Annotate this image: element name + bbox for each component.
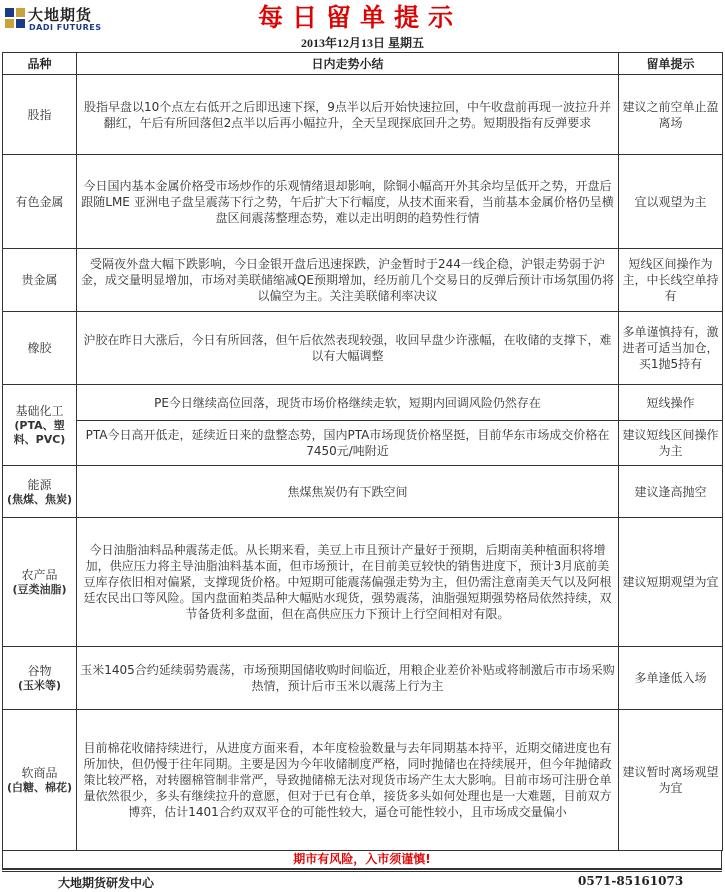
category-name: 能源 [27,477,52,492]
category-subtitle: (白糖、棉花) [6,781,73,794]
summary-cell: 沪胶在昨日大涨后，今日有所回落，但午后依然表现较强，收回早盘少许涨幅，在收储的支撑下，难以有大幅调整 [77,312,619,385]
table-row [3,466,723,518]
category-name: 股指 [27,107,52,122]
tip-cell: 宜以观望为主 [619,155,723,249]
tip-cell: 多单谨慎持有，激进者可适当加仓，买1抛5持有 [619,312,723,385]
table-row [3,710,723,851]
table-row [3,385,723,421]
category-name: 谷物 [27,664,52,678]
table-header-row [3,53,723,75]
tip-cell: 建议短期观望为宜 [619,518,723,647]
table-row [3,155,723,249]
logo-text-cn: 大地期货 [28,6,93,24]
category-cell [3,312,77,385]
category-name: 软商品 [21,766,58,780]
category-cell [3,155,77,249]
summary-cell: 焦煤焦炭仍有下跌空间 [77,466,619,518]
summary-cell: 受隔夜外盘大幅下跌影响，今日金银开盘后迅速探跌，沪金暂时于244一线企稳，沪银走势弱于沪金，成交量明显增加，市场对美联储缩减QE预期增加，经历前几个交易日的反弹后预计市场氛围仍将以偏空为主。关注美联储利率决议 [77,249,619,312]
category-subtitle: (PTA、塑料、PVC) [13,419,66,446]
table-row [3,249,723,312]
category-cell [3,385,77,466]
category-cell [3,647,77,710]
header-tip: 留单提示 [619,53,723,75]
header-category: 品种 [3,53,77,75]
category-name: 贵金属 [21,273,58,287]
table-row [3,421,723,466]
category-subtitle: (焦煤、焦炭) [6,492,73,506]
category-cell [3,249,77,312]
table-row [3,75,723,155]
tip-cell: 短线操作 [619,385,723,421]
summary-cell: 今日油脂油料品种震荡走低。从长期来看，美豆上市且预计产量好于预期，后期南美种植面积将增加，供应压力将主导油脂油料基本面，但市场预计，在目前美豆较快的销售进度下，预计3月底前美豆库存依旧相对偏紧，支撑现货价格。中短期可能震荡偏强走势为主，但仍需注意南美天气以及阿根廷农民出口等风险。国内盘面粕类品种大幅贴水现货，强势震荡，油脂强短期强势格局依然持续，双节备货利多盘面，但在高供应压力下预计上行空间相对有限。 [77,518,619,647]
summary-cell: 玉米1405合约延续弱势震荡，市场预期国储收购时间临近，用粮企业差价补贴或将制激后市市场采购热情，预计后市玉米以震荡上行为主 [77,647,619,710]
research-center-name: 大地期货研发中心 [58,876,155,890]
company-logo [4,4,122,34]
header-summary: 日内走势小结 [77,53,619,75]
category-subtitle: (玉米等) [17,679,62,692]
header [0,0,725,36]
category-cell [3,75,77,155]
tip-cell: 建议暂时离场观望为宜 [619,710,723,851]
category-name: 橡胶 [27,341,52,355]
category-subtitle: (豆类油脂) [12,583,67,596]
summary-cell: 今日国内基本金属价格受市场炒作的乐观情绪退却影响，除铜小幅高开外其余均呈低开之势，开盘后跟随LME 亚洲电子盘呈震荡下行之势，午后扩大下行幅度，从技术面来看，当前基本金属价格仍呈横盘区间震荡整理态势，难以走出明朗的趋势性行情 [77,155,619,249]
report-date: 2013年12月13日 星期五 [300,36,424,50]
dadi-logo-icon [4,6,26,30]
tip-cell: 建议之前空单止盈离场 [619,75,723,155]
table-row [3,312,723,385]
page-title: 每日留单提示 [257,3,462,32]
footer [2,869,722,892]
category-name: 有色金属 [15,194,64,209]
logo-text-en: DADI FUTURES [29,23,102,32]
tip-cell: 建议短线区间操作为主 [619,421,723,466]
tip-cell: 建议逢高抛空 [619,466,723,518]
table-row [3,518,723,647]
category-name: 农产品 [21,568,58,582]
tip-cell: 短线区间操作为主，中长线空单持有 [619,249,723,312]
category-cell [3,518,77,647]
tip-cell: 多单逢低入场 [619,647,723,710]
risk-warning: 期市有风险，入市须谨慎! [2,851,722,869]
summary-cell: 股指早盘以10个点左右低开之后即迅速下探，9点半以后开始快速拉回，中午收盘前再现一波拉升并翻红，午后有所回落但2点半以后再小幅拉升，全天呈现探底回升之势。短期股指有反弹要求 [77,75,619,155]
summary-cell: PE今日继续高位回落，现货市场价格继续走软，短期内回调风险仍然存在 [77,385,619,421]
category-cell [3,710,77,851]
category-name: 基础化工 [15,404,64,418]
contact-phone: 0571-85161073 [578,874,684,888]
advice-table [2,52,723,851]
category-cell [3,466,77,518]
summary-cell: 目前棉花收储持续进行，从进度方面来看，本年度检验数量与去年同期基本持平，近期交储进度也有所加快，但仍慢于往年同期。主要是因为今年收储制度严格，同时抛储也在持续展开，但今年抛储政策比较严格，对转圈棉管制非常严，导致抛储棉无法对现货市场产生太大影响。目前市场可注册仓单量依然很少，多头有继续拉升的意愿，但对于已有仓单，接货多头如何处理也是一大难题，目前双方博弈，估计1401合约双双平仓的可能性较大，逼仓可能性较小，且市场成交量偏小 [77,710,619,851]
table-row [3,647,723,710]
summary-cell: PTA今日高开低走，延续近日来的盘整态势，国内PTA市场现货价格坚挺，目前华东市场成交价格在7450元/吨附近 [77,421,619,466]
